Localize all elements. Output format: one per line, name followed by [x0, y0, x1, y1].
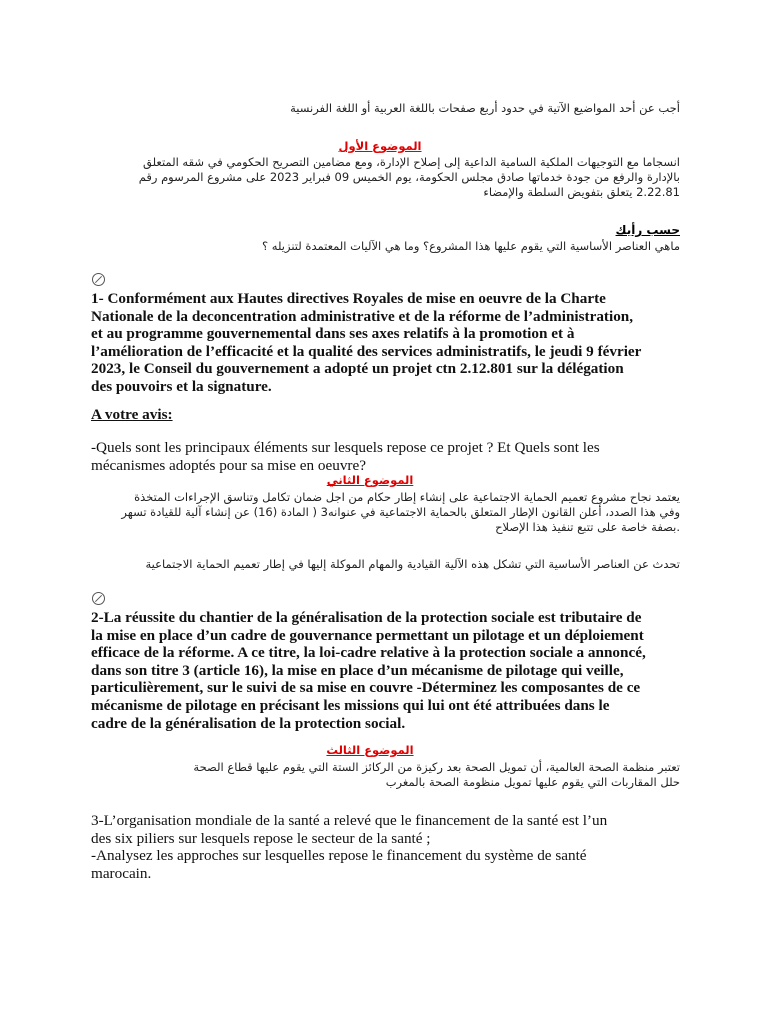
topic2-fr-line: particulièrement, sur le suivi de sa mise en couvre -Déterminez les composantes de ce	[91, 679, 641, 697]
topic3-arabic-text	[193, 760, 680, 790]
topic1-french-text	[91, 290, 691, 396]
no-entry-icon	[92, 273, 105, 286]
topic2-arabic-question: تحدث عن العناصر الأساسية التي تشكل هذه الآلية القيادية والمهام الموكلة إليها في إطار تعميم الحماية الاجتماعية	[145, 557, 680, 571]
intro-instruction: أجب عن أحد المواضيع الآتية في حدود أربع صفحات باللغة العربية أو اللغة الفرنسية	[290, 101, 680, 115]
topic1-fr-line: et au programme gouvernemental dans ses axes relatifs à la promotion et à	[91, 325, 575, 343]
topic1-fr-line: l’amélioration de l’efficacité et la qualité des services administratifs, le jeudi 9 février	[91, 342, 642, 360]
topic2-fr-line: dans son titre 3 (article 16), la mise en place d’un mécanisme de pilotage qui veille,	[91, 661, 624, 679]
no-entry-icon	[92, 592, 105, 605]
topic2-fr-line: 2-La réussite du chantier de la généralisation de la protection sociale est tributaire de	[91, 609, 642, 626]
topic2-fr-line: efficace de la réforme. A ce titre, la loi-cadre relative à la protection sociale a annoncé,	[91, 644, 646, 662]
topic3-ar-line: حلل المقاربات التي يقوم عليها تمويل منظومة الصحة بالمغرب	[385, 775, 680, 789]
topic3-fr-line: marocain.	[91, 864, 152, 882]
topic3-fr-line: 3-L’organisation mondiale de la santé a relevé que le financement de la santé est l’un	[91, 812, 608, 829]
topic2-fr-line: cadre de la généralisation de la protection social.	[91, 714, 406, 732]
topic1-fr-question-line: -Quels sont les principaux éléments sur lesquels repose ce projet ? Et Quels sont les	[91, 439, 600, 456]
topic2-ar-line: .بصفة خاصة على تتبع تنفيذ هذا الإصلاح	[495, 520, 680, 534]
topic1-fr-line: des pouvoirs et la signature.	[91, 377, 272, 395]
topic1-fr-opinion: A votre avis:	[91, 406, 173, 423]
topic1-arabic-question: ماهي العناصر الأساسية التي يقوم عليها هذا المشروع؟ وما هي الآليات المعتمدة لتنزيله ؟	[262, 239, 680, 253]
topic2-fr-line: mécanisme de pilotage en précisant les missions qui lui ont été attribuées dans le	[91, 696, 610, 714]
topic2-ar-line: وفي هذا الصدد، أعلن القانون الإطار المتعلق بالحماية الاجتماعية في عنوانه3 ( المادة (16) عن إنشاء آلية للقيادة تسهر	[121, 505, 680, 519]
topic2-arabic-text	[90, 490, 680, 535]
topic3-french-text	[91, 812, 691, 882]
topic3-heading: الموضوع الثالث	[326, 743, 414, 757]
topic3-fr-line: -Analysez les approches sur lesquelles repose le financement du système de santé	[91, 847, 587, 865]
topic1-french-question	[91, 439, 691, 474]
topic2-ar-line: يعتمد نجاح مشروع تعميم الحماية الاجتماعية على إنشاء إطار حكام من اجل ضمان تكامل وتناسق الإجراءات المتخذة	[134, 490, 680, 504]
topic1-ar-line: بالإدارة والرفع من جودة خدماتها صادق مجلس الحكومة، يوم الخميس 09 فبراير 2023 على مشروع المرسوم رقم	[138, 170, 680, 184]
topic2-fr-line: la mise en place d’un cadre de gouvernance permettant un pilotage et un déploiement	[91, 626, 644, 644]
topic1-ar-line: انسجاما مع التوجيهات الملكية السامية الداعية إلى إصلاح الإدارة، ومع مضامين التصريح الحكومي في شقه المتعلق	[143, 155, 680, 169]
topic1-heading: الموضوع الأول	[338, 139, 422, 153]
topic1-fr-line: Nationale de la deconcentration administrative et de la réforme de l’administration,	[91, 307, 634, 325]
topic3-ar-line: تعتبر منظمة الصحة العالمية، أن تمويل الصحة بعد ركيزة من الركائز الستة التي يقوم عليها قطاع الصحة	[193, 760, 680, 774]
topic2-french-text	[91, 609, 691, 732]
topic1-fr-line: 2023, le Conseil du gouvernement a adopté un projet ctn 2.12.801 sur la délégation	[91, 360, 624, 378]
topic1-ar-line: 2.22.81 يتعلق بتفويض السلطة والإمضاء	[483, 185, 680, 199]
topic3-fr-line: des six piliers sur lesquels repose le secteur de la santé ;	[91, 829, 431, 847]
topic1-fr-question-line: mécanismes adoptés pour sa mise en oeuvre?	[91, 456, 366, 474]
topic1-fr-line: 1- Conformément aux Hautes directives Royales de mise en oeuvre de la Charte	[91, 290, 606, 307]
topic2-heading: الموضوع الثاني	[326, 473, 414, 487]
topic1-arabic-text	[90, 155, 680, 200]
topic1-opinion-label: حسب رأيك	[615, 223, 680, 237]
